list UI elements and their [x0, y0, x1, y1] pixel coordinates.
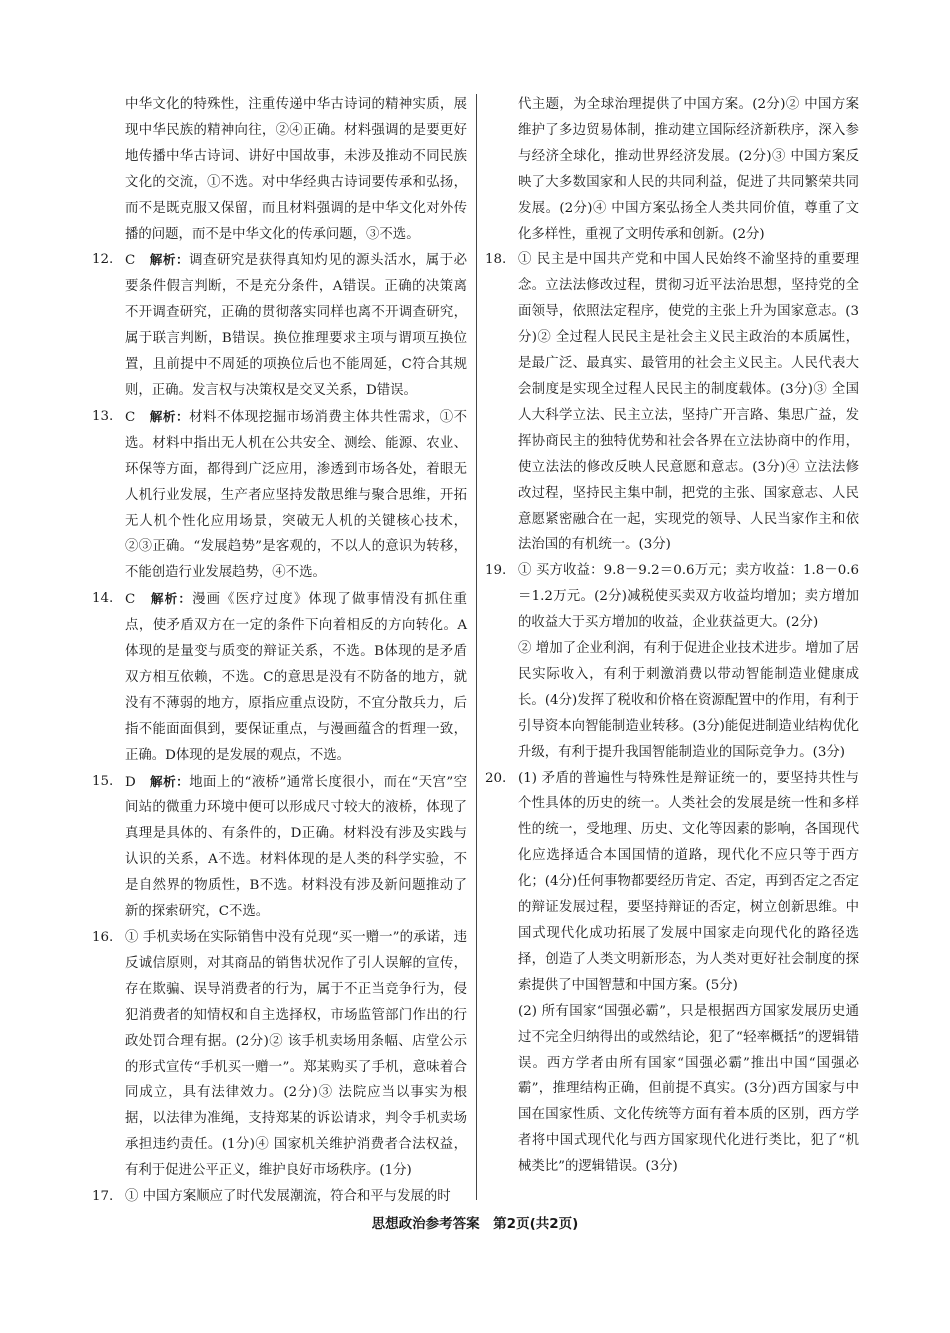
question-number: 14.: [92, 591, 114, 607]
answer-15: [92, 769, 467, 925]
answer-text: ① 民主是中国共产党和中国人民始终不渝坚持的重要理念。立法法修改过程，贯彻习近平法治思想，坚持党的全面领导，依照法定程序，使党的主张上升为国家意志。(3分)② 全过程人民民主是社会主义民主政治的本质属性，是最广泛、最真实、最管用的社会主义民主。人民代表大会制度是实现全过程人民民主的制度载体。(3分)③ 全国人大科学立法、民主立法，坚持广开言路、集思广益，发挥协商民主的独特优势和社会各界在立法协商中的作用，使立法法的修改反映人民意愿和意志。(3分)④ 立法法修改过程，坚持民主集中制，把党的主张、国家意志、人民意愿紧密融合在一起，实现党的领导、人民当家作主和依法治国的有机统一。(3分): [518, 252, 859, 553]
answer-text-part-2: ② 增加了企业利润，有利于促进企业技术进步。增加了居民实际收入，有利于刺激消费以带动智能制造业健康成长。(4分)发挥了税收和价格在资源配置中的作用，有利于引导资本向智能制造业转移。(3分)能促进制造业结构优化升级，有利于提升我国智能制造业的国际竞争力。(3分): [518, 641, 859, 760]
left-column: [92, 92, 467, 1210]
analysis-label: 解析：: [150, 591, 193, 607]
analysis-label: 解析：: [150, 773, 190, 789]
question-number: 19.: [485, 563, 507, 579]
answer-14: [92, 586, 467, 768]
column-divider: [476, 94, 477, 1200]
q17-continuation: 代主题，为全球治理提供了中国方案。(2分)② 中国方案维护了多边贸易体制，推动建立国际经济新秩序，深入参与经济全球化，推动世界经济发展。(2分)③ 中国方案反映了大多数国家和人民的共同利益，促进了共同繁荣共同发展。(2分)④ 中国方案弘扬全人类共同价值，尊重了文化多样性，重视了文明传承和创新。(2分): [518, 97, 859, 242]
answer-text: ① 手机卖场在实际销售中没有兑现“买一赠一”的承诺，违反诚信原则，对其商品的销售状况作了引人误解的宣传，存在欺骗、误导消费者的行为，属于不正当竞争行为，侵犯消费者的知情权和自主选择权，市场监管部门作出的行政处罚合理有据。(2分)② 该手机卖场用条幅、店堂公示的形式宣传“手机买一赠一”。郑某购买了手机，意味着合同成立，具有法律效力。(2分)③ 法院应当以事实为根据，以法律为准绳，支持郑某的诉讼请求，判令手机卖场承担违约责任。(1分)④ 国家机关维护消费者合法权益，有利于促进公平正义，维护良好市场秩序。(1分): [125, 930, 467, 1179]
answer-text-part-2: (2) 所有国家“国强必霸”，只是根据西方国家发展历史通过不完全归纳得出的或然结论，犯了“轻率概括”的逻辑错误。西方学者由所有国家“国强必霸”推出中国“国强必霸”，推理结构正确，但前提不真实。(3分)西方国家与中国在国家性质、文化传统等方面有着本质的区别，西方学者将中国式现代化与西方国家现代化进行类比，犯了“机械类比”的逻辑错误。(3分): [518, 1003, 859, 1175]
answer-19: [485, 558, 859, 765]
right-column: [485, 92, 859, 1180]
page-footer: 思想政治参考答案 第2页(共2页): [371, 1216, 579, 1232]
analysis-label: 解析：: [149, 252, 190, 268]
answer-text: 调查研究是获得真知灼见的源头活水，属于必要条件假言判断，不是充分条件，A错误。正确的决策离不开调查研究，正确的贯彻落实同样也离不开调查研究，属于联言判断，B错误。换位推理要求主项与谓项互换位置，且前提中不周延的项换位后也不能周延，C符合其规则，正确。发言权与决策权是交叉关系，D错误。: [125, 253, 468, 398]
question-number: 16.: [92, 930, 114, 945]
answer-choice: C: [125, 592, 136, 608]
question-number: 18.: [485, 252, 507, 268]
q11-continuation: 中华文化的特殊性，注重传递中华古诗词的精神实质，展现中华民族的精神向往，②④正确。材料强调的是要更好地传播中华古诗词、讲好中国故事，未涉及推动不同民族文化的交流，①不选。对中华经典古诗词要传承和弘扬，而不是既克服又保留，而且材料强调的是中华文化对外传播的问题，而不是中华文化的传承问题，③不选。: [125, 97, 467, 242]
question-number: 20.: [485, 770, 507, 786]
answer-20: [485, 766, 859, 1181]
answer-text: 材料不体现挖掘市场消费主体共性需求，①不选。材料中指出无人机在公共安全、测绘、能源、农业、环保等方面，都得到广泛应用，渗透到市场各处，着眼无人机行业发展，生产者应坚持发散思维与聚合思维，开拓无人机个性化应用场景，突破无人机的关键核心技术，②③正确。“发展趋势”是客观的，不以人的意识为转移，不能创造行业发展趋势，④不选。: [125, 409, 468, 581]
answer-12: [92, 247, 467, 403]
answer-text: ① 中国方案顺应了时代发展潮流，符合和平与发展的时: [125, 1189, 451, 1205]
answer-18: [485, 247, 859, 558]
answer-13: [92, 404, 467, 586]
question-number: 13.: [92, 408, 114, 424]
answer-text-part-1: (1) 矛盾的普遍性与特殊性是辩证统一的，要坚持共性与个性具体的历史的统一。人类社会的发展是统一性和多样性的统一，受地理、历史、文化等因素的影响，各国现代化应选择适合本国国情的道路，现代化不应只等于西方化；(4分)任何事物都要经历肯定、否定，再到否定之否定的辩证发展过程，要坚持辩证的否定，树立创新思维。中国式现代化成功拓展了发展中国家走向现代化的路径选择，创造了人类文明新形态，为人类对更好社会制度的探索提供了中国智慧和中国方案。(5分): [518, 770, 859, 993]
answer-text-part-1: ① 买方收益：9.8－9.2＝0.6万元；卖方收益：1.8－0.6＝1.2万元。(2分)减税使买卖双方收益均增加；卖方增加的收益大于买方增加的收益，企业获益更大。(2分): [518, 563, 859, 631]
answer-text: 地面上的“液桥”通常长度很小，而在“天宫”空间站的微重力环境中便可以形成尺寸较大的液桥，体现了真理是具体的、有条件的，D正确。材料没有涉及实践与认识的关系，A不选。材料体现的是人类的科学实验，不是自然界的物质性，B不选。材料没有涉及新问题推动了新的探索研究，C不选。: [125, 774, 468, 920]
answer-text: 漫画《医疗过度》体现了做事情没有抓住重点，使矛盾双方在一定的条件下向着相反的方向转化。A体现的是量变与质变的辩证关系，不选。B体现的是矛盾双方相互依赖，不选。C的意思是没有不防备的地方，就没有不薄弱的地方，原指应重点设防，不宜分散兵力，后指不能面面俱到，要保证重点，与漫画蕴含的哲理一致，正确。D体现的是发展的观点，不选。: [125, 592, 468, 763]
question-number: 17.: [92, 1189, 114, 1205]
answer-choice: C: [125, 409, 136, 425]
analysis-label: 解析：: [149, 408, 190, 424]
question-number: 15.: [92, 773, 114, 789]
answer-choice: C: [125, 253, 136, 269]
answer-16: [92, 925, 467, 1184]
answer-17: [92, 1184, 467, 1210]
answer-choice: D: [125, 774, 136, 790]
question-number: 12.: [92, 252, 114, 268]
